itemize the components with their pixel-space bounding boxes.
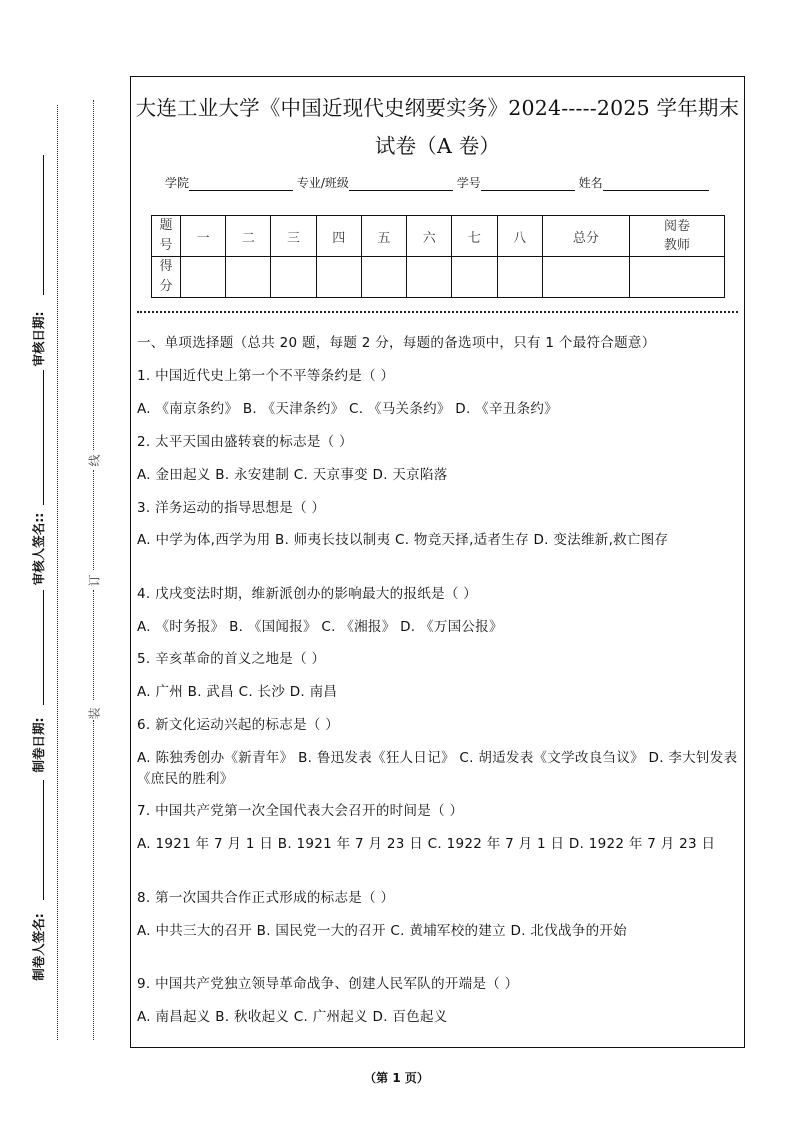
score-table-score-row xyxy=(152,257,725,298)
answer-options-8: A. 中共三大的召开 B. 国民党一大的召开 C. 黄埔军校的建立 D. 北伐战争的开始 xyxy=(137,923,627,939)
major-field[interactable] xyxy=(349,178,453,191)
col-total: 总分 xyxy=(542,216,629,257)
score-cell[interactable] xyxy=(452,257,497,298)
col-3: 三 xyxy=(271,216,316,257)
score-cell[interactable] xyxy=(271,257,316,298)
question-7: 7. 中国共产党第一次全国代表大会召开的时间是（ ） xyxy=(137,803,464,819)
answer-options-3: A. 中学为体,西学为用 B. 师夷长技以制夷 C. 物竞天择,适者生存 D. 变法维新,救亡图存 xyxy=(137,532,669,548)
grader-header: 阅卷 教师 xyxy=(630,216,725,257)
score-cell-total[interactable] xyxy=(542,257,629,298)
answer-options-6: A. 陈独秀创办《新青年》 B. 鲁迅发表《狂人日记》 C. 胡适发表《文学改良刍议》 D. 李大钊发表《庶民的胜利》 xyxy=(137,750,738,787)
col-2: 二 xyxy=(226,216,271,257)
exam-title-line2: 试卷（A 卷） xyxy=(374,134,501,158)
score-header: 得 分 xyxy=(152,257,181,298)
grader-cell[interactable] xyxy=(630,257,725,298)
make-date-label: 制卷日期: xyxy=(31,717,46,773)
binding-dotted-line-inner-1 xyxy=(93,100,94,450)
answer-options-5: A. 广州 B. 武昌 C. 长沙 D. 南昌 xyxy=(137,684,338,700)
question-6: 6. 新文化运动兴起的标志是（ ） xyxy=(137,717,340,733)
question-number-header: 题 号 xyxy=(152,216,181,257)
answer-options-1: A. 《南京条约》 B. 《天津条约》 C. 《马关条约》 D. 《辛丑条约》 xyxy=(137,401,558,417)
col-1: 一 xyxy=(181,216,226,257)
col-6: 六 xyxy=(407,216,452,257)
binding-dotted-line-inner-4 xyxy=(93,720,94,1040)
question-2: 2. 太平天国由盛转衰的标志是（ ） xyxy=(137,434,353,450)
score-table-header-row xyxy=(152,216,725,257)
student-info-row xyxy=(165,174,709,191)
col-4: 四 xyxy=(316,216,361,257)
reviewer-sign-label: 审核人签名:: xyxy=(31,512,46,586)
binding-mark-staple: 订 xyxy=(87,574,102,587)
major-label: 专业/班级 xyxy=(296,176,349,190)
col-7: 七 xyxy=(452,216,497,257)
question-8: 8. 第一次国共合作正式形成的标志是（ ） xyxy=(137,890,395,906)
col-8: 八 xyxy=(497,216,542,257)
section1-heading: 一、单项选择题（总共 20 题，每题 2 分，每题的备选项中，只有 1 个最符合题意） xyxy=(137,335,656,351)
binding-dotted-line-inner-2 xyxy=(93,470,94,570)
score-cell[interactable] xyxy=(497,257,542,298)
score-cell[interactable] xyxy=(181,257,226,298)
binding-dotted-line-outer xyxy=(57,105,58,1040)
college-field[interactable] xyxy=(189,178,293,191)
score-cell[interactable] xyxy=(407,257,452,298)
reviewer-sign-field[interactable] xyxy=(43,370,44,505)
binding-mark-line: 线 xyxy=(87,454,102,467)
binding-mark-seal: 装 xyxy=(87,707,102,720)
student-id-field[interactable] xyxy=(481,178,575,191)
review-date-label: 审核日期: xyxy=(31,311,46,367)
score-cell[interactable] xyxy=(226,257,271,298)
page-number: （第 1 页） xyxy=(364,1071,429,1085)
question-5: 5. 辛亥革命的首义之地是（ ） xyxy=(137,651,326,667)
maker-sign-label: 制卷人签名: xyxy=(31,913,46,981)
college-label: 学院 xyxy=(165,176,190,190)
answer-options-2: A. 金田起义 B. 永安建制 C. 天京事变 D. 天京陷落 xyxy=(137,467,448,483)
answer-options-9: A. 南昌起义 B. 秋收起义 C. 广州起义 D. 百色起义 xyxy=(137,1009,448,1025)
maker-sign-field[interactable] xyxy=(43,780,44,900)
make-date-field[interactable] xyxy=(43,590,44,705)
score-table xyxy=(151,215,725,298)
exam-title-line1: 大连工业大学《中国近现代史纲要实务》2024-----2025 学年期末 xyxy=(135,96,740,120)
answer-options-4: A. 《时务报》 B. 《国闻报》 C. 《湘报》 D. 《万国公报》 xyxy=(137,619,503,635)
question-9: 9. 中国共产党独立领导革命战争、创建人民军队的开端是（ ） xyxy=(137,976,519,992)
col-5: 五 xyxy=(361,216,406,257)
review-date-field[interactable] xyxy=(43,155,44,295)
question-1: 1. 中国近代史上第一个不平等条约是（ ） xyxy=(137,368,395,384)
score-cell[interactable] xyxy=(361,257,406,298)
exam-frame xyxy=(130,76,745,1048)
question-3: 3. 洋务运动的指导思想是（ ） xyxy=(137,500,326,516)
binding-dotted-line-inner-3 xyxy=(93,590,94,700)
answer-options-7: A. 1921 年 7 月 1 日 B. 1921 年 7 月 23 日 C. 1922 年 7 月 1 日 D. 1922 年 7 月 23 日 xyxy=(137,836,716,852)
question-4: 4. 戊戌变法时期，维新派创办的影响最大的报纸是（ ） xyxy=(137,586,478,602)
section-separator xyxy=(137,311,738,313)
name-field[interactable] xyxy=(603,178,709,191)
score-cell[interactable] xyxy=(316,257,361,298)
student-id-label: 学号 xyxy=(456,176,481,190)
name-label: 姓名 xyxy=(578,176,603,190)
